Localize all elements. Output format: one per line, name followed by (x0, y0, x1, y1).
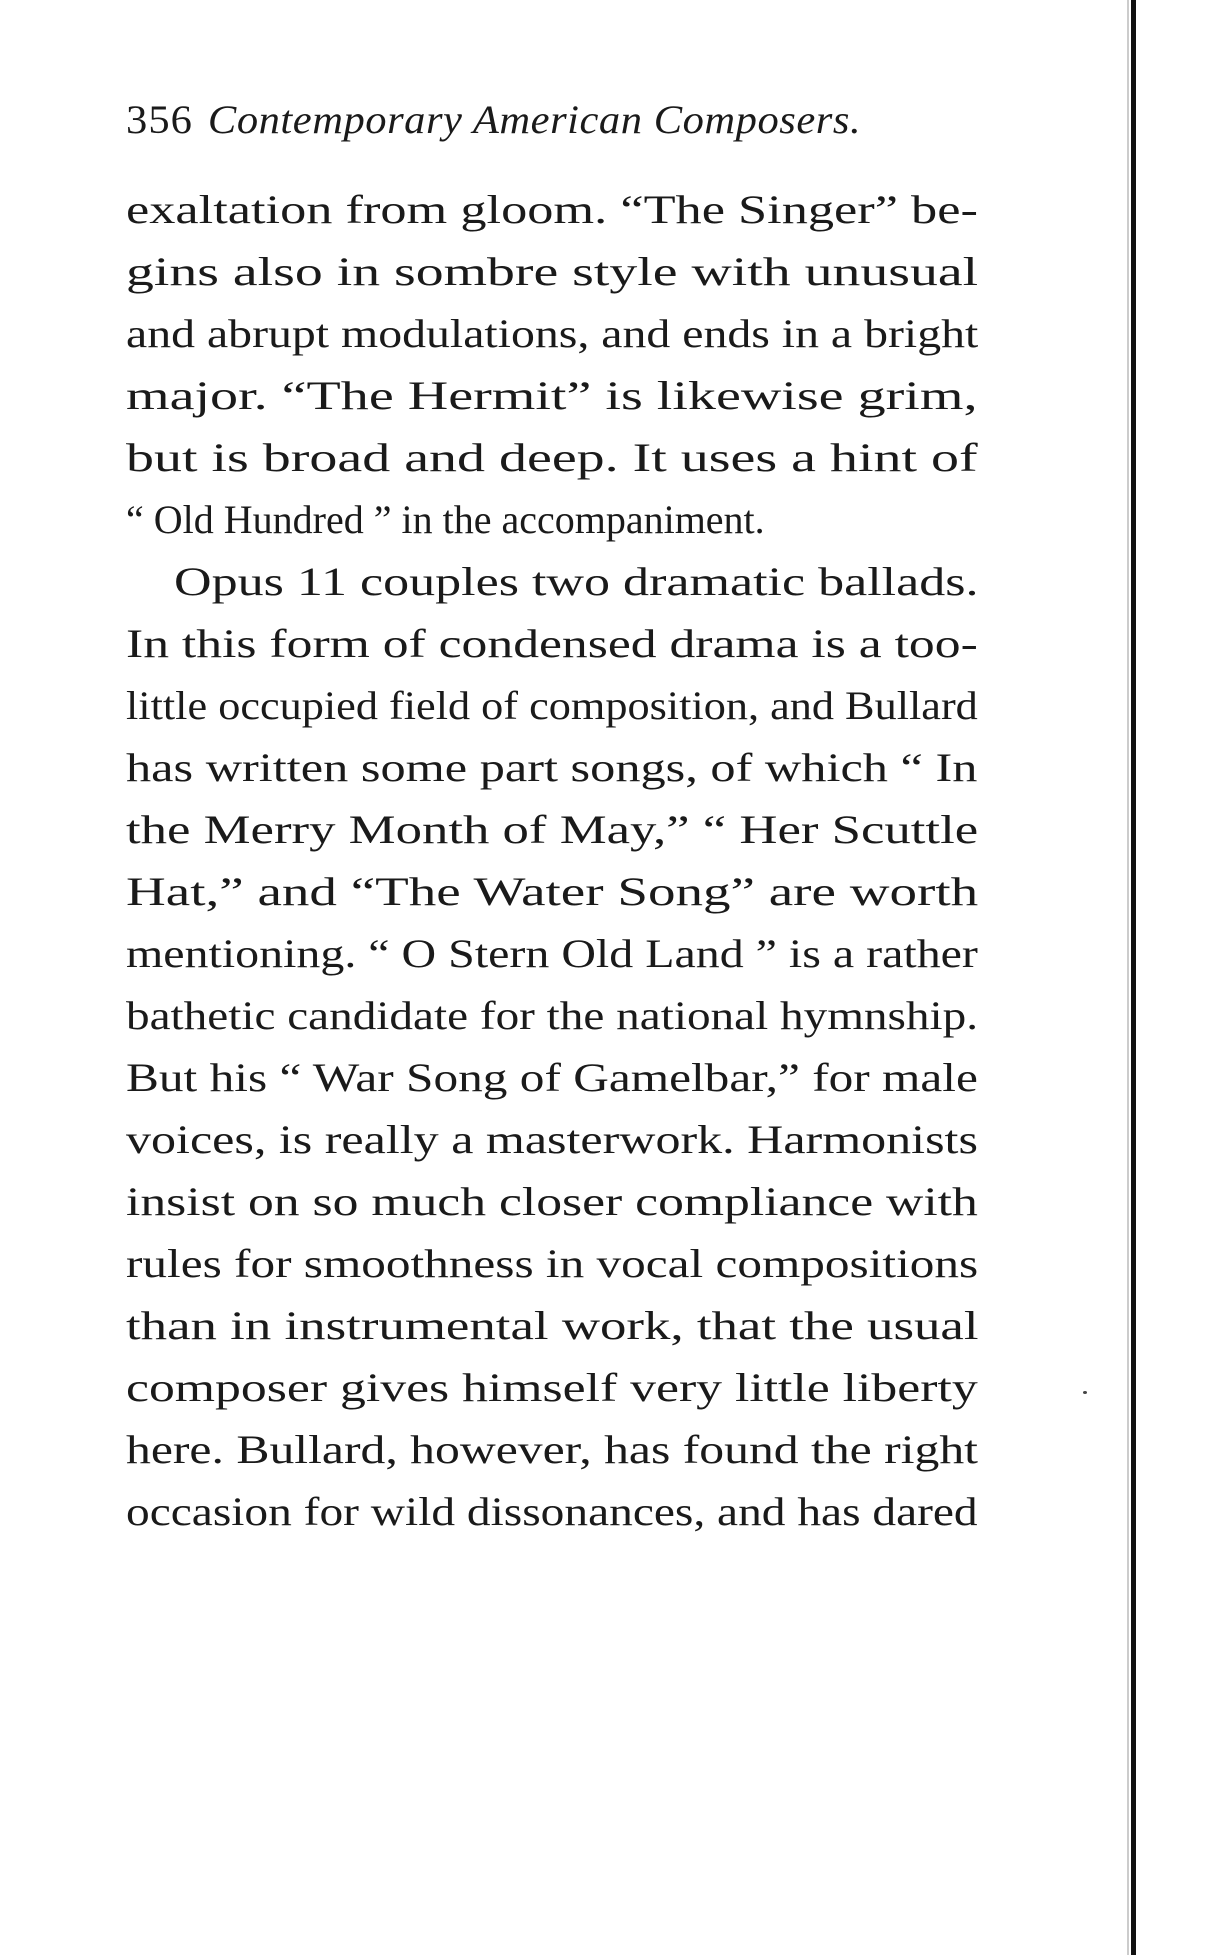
text-line-21: here. Bullard, however, has found the right (126, 1427, 978, 1472)
text-line-16: voices, is really a masterwork. Harmonists (126, 1117, 978, 1162)
text-line-7 paragraph-start: Opus 11 couples two dramatic ballads. (174, 559, 979, 604)
page-number: 356 (126, 97, 194, 142)
text-line-19: than in instrumental work, that the usual (126, 1303, 979, 1348)
text-line-2: gins also in sombre style with unusual (126, 249, 979, 294)
text-line-12: Hat,” and “The Water Song” are worth (126, 869, 979, 914)
text-line-10: has written some part songs, of which “ In (126, 745, 978, 790)
page-edge-shadow (1127, 0, 1129, 1955)
text-line-17: insist on so much closer compliance with (126, 1179, 978, 1224)
text-line-4: major. “The Hermit” is likewise grim, (126, 373, 978, 418)
text-line-3: and abrupt modulations, and ends in a bright (126, 311, 979, 356)
text-line-1: exaltation from gloom. “The Singer” be- (126, 187, 978, 232)
text-line-13: mentioning. “ O Stern Old Land ” is a rather (126, 931, 978, 976)
text-line-11: the Merry Month of May,” “ Her Scuttle (126, 807, 979, 852)
text-line-15: But his “ War Song of Gamelbar,” for male (126, 1055, 978, 1100)
text-line-5: but is broad and deep. It uses a hint of (126, 435, 978, 480)
text-line-20: composer gives himself very little liberty (126, 1365, 978, 1410)
text-line-8: In this form of condensed drama is a too- (126, 621, 978, 666)
text-line-14: bathetic candidate for the national hymnship. (126, 993, 979, 1038)
text-line-9: little occupied field of composition, and Bullard (126, 683, 978, 728)
page-edge-rule (1131, 0, 1136, 1955)
text-line-18: rules for smoothness in vocal compositions (126, 1241, 979, 1286)
text-line-6: “ Old Hundred ” in the accompaniment. (126, 497, 765, 542)
scan-speck (1083, 1391, 1087, 1394)
text-line-22: occasion for wild dissonances, and has dared (126, 1489, 978, 1534)
running-head (126, 96, 861, 144)
book-title: Contemporary American Composers. (207, 97, 862, 142)
